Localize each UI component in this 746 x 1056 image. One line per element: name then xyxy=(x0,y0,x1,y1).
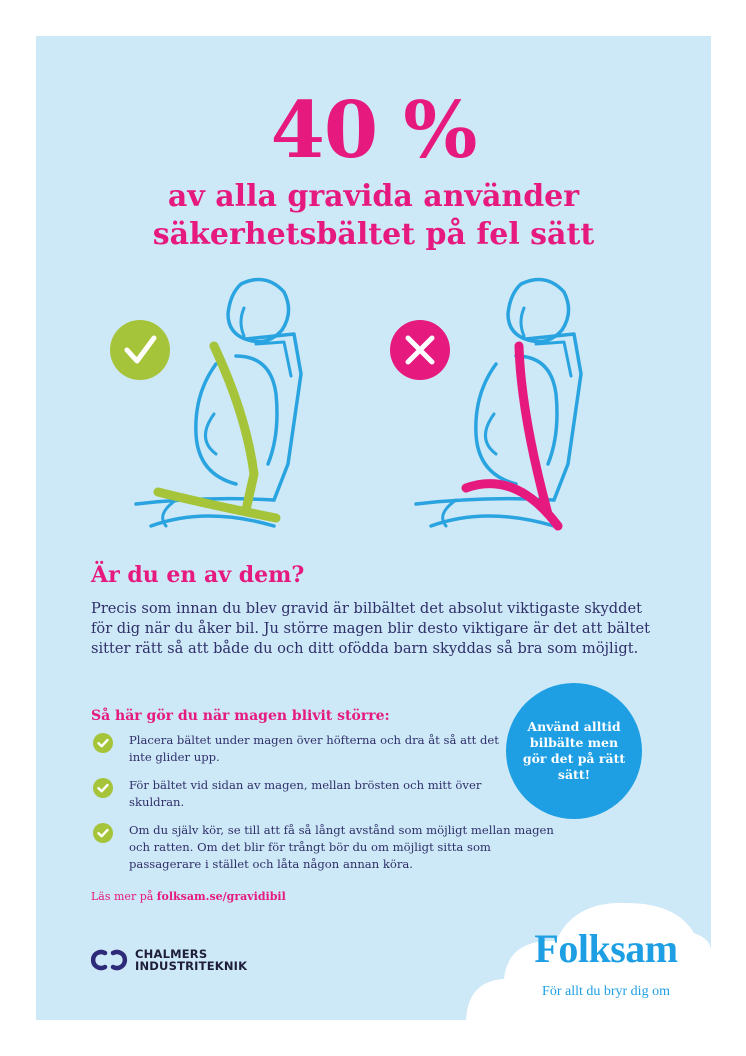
intro-paragraph: Precis som innan du blev gravid är bilbältet det absolut viktigaste skyddet för dig när du åker bil. Ju större magen blir desto viktigare är det att bältet sitter rätt så att både du och ditt ofödda barn skyddas så bra som möjligt. xyxy=(91,600,651,657)
headline-percent: 40 % xyxy=(270,85,477,176)
headline-line-1: av alla gravida använder xyxy=(167,179,580,214)
headline-line-2: säkerhetsbältet på fel sätt xyxy=(152,217,595,252)
read-more xyxy=(91,890,286,903)
read-more-prefix: Läs mer på xyxy=(91,890,157,903)
poster xyxy=(36,36,711,1020)
check-circle-icon xyxy=(93,823,113,843)
check-circle-icon xyxy=(93,733,113,753)
tip-text: Om du själv kör, se till att få så långt avstånd som möjligt mellan magen och ratten. Om det blir för trångt bör du om möjligt sitta som passagerare i stället och låta någon annan köra. xyxy=(129,823,554,871)
reminder-badge-text: Använd alltid bilbälte men gör det på rätt sätt! xyxy=(522,719,626,782)
chalmers-logo-icon xyxy=(91,948,131,972)
tips-title: Så här gör du när magen blivit större: xyxy=(91,708,390,724)
read-more-link[interactable]: folksam.se/gravidibil xyxy=(156,890,286,903)
wrong-seatbelt-figure xyxy=(390,280,581,527)
chalmers-logo xyxy=(91,948,247,972)
list-item xyxy=(91,777,521,811)
tip-text: För bältet vid sidan av magen, mellan brösten och mitt över skuldran. xyxy=(129,778,482,809)
folksam-tagline: För allt du bryr dig om xyxy=(542,984,670,999)
headline-subtitle xyxy=(36,178,711,254)
chalmers-line-1: CHALMERS xyxy=(135,947,208,961)
list-item xyxy=(91,822,561,873)
seatbelt-illustrations xyxy=(96,264,656,534)
list-item xyxy=(91,732,521,766)
check-badge xyxy=(110,320,170,380)
section-title: Är du en av dem? xyxy=(91,562,305,588)
check-circle-icon xyxy=(93,778,113,798)
correct-seatbelt-figure xyxy=(110,280,301,527)
chalmers-line-2: INDUSTRITEKNIK xyxy=(135,959,248,973)
folksam-logo: Folksam xyxy=(534,926,678,971)
reminder-badge xyxy=(506,683,642,819)
tip-text: Placera bältet under magen över höfterna och dra åt så att det inte glider upp. xyxy=(129,733,499,764)
tips-list xyxy=(91,732,554,884)
